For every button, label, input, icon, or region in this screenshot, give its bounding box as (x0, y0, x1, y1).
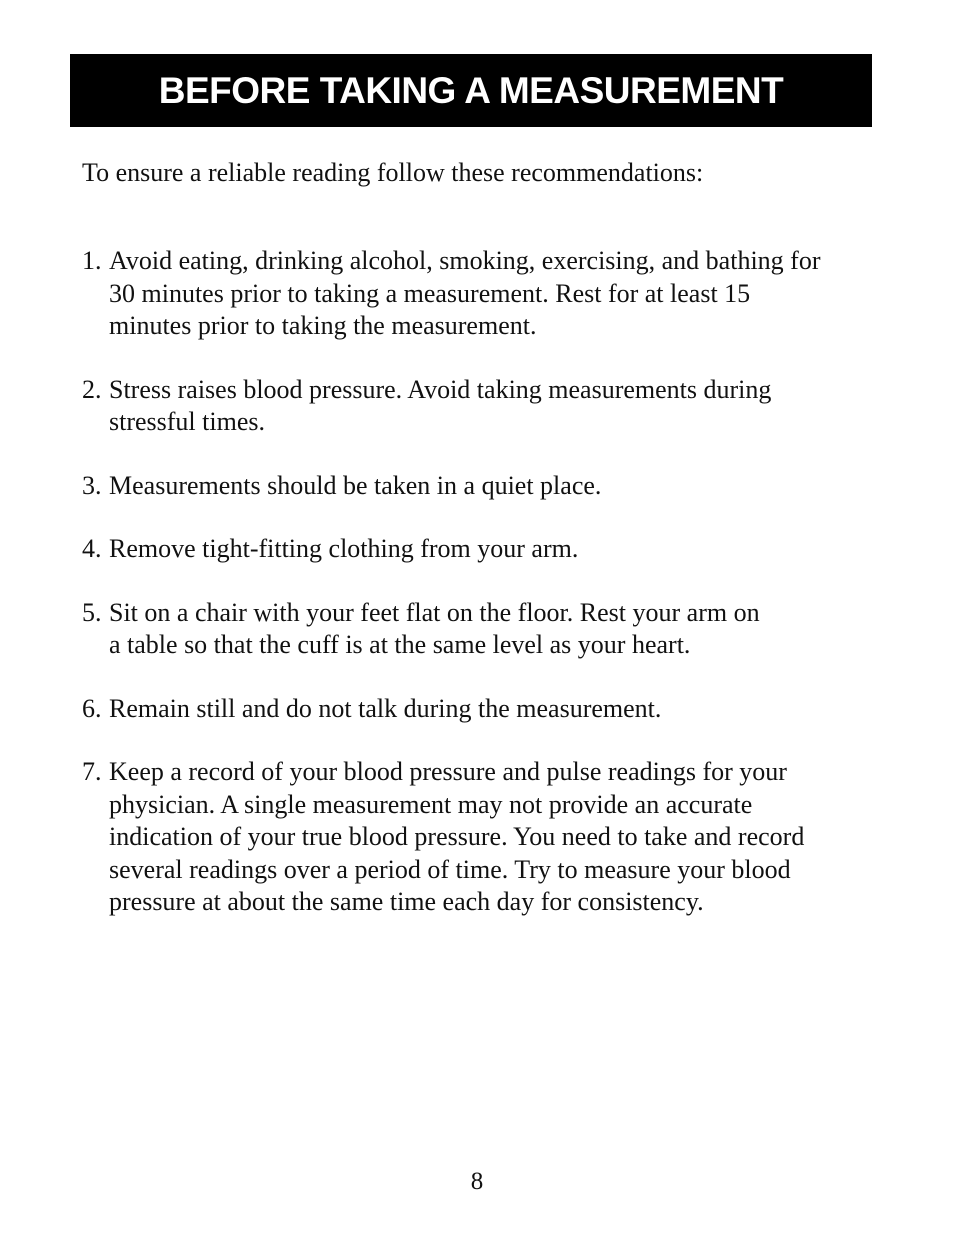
list-item (82, 374, 882, 439)
intro-text: To ensure a reliable reading follow these recommendations: (82, 158, 704, 187)
list-item (82, 245, 882, 343)
list-item (82, 533, 882, 566)
list-item (82, 470, 882, 503)
page-number: 8 (470, 1168, 484, 1195)
item-number: 7. (82, 757, 102, 786)
item-number: 5. (82, 597, 102, 627)
item-number: 6. (82, 693, 102, 723)
item-text: Sit on a chair with your feet flat on the floor. Rest your arm on a table so that the cuff is at the same level as your heart. (109, 597, 760, 659)
item-number: 4. (82, 534, 102, 563)
item-text: Stress raises blood pressure. Avoid taking measurements during stressful times. (109, 374, 772, 436)
list-item (82, 597, 882, 662)
item-number: 1. (82, 246, 102, 275)
item-text: Keep a record of your blood pressure and pulse readings for your physician. A single measurement may not provide an accurate indication of your true blood pressure. You need to take and record several readings over a period of time. Try to measure your blood pressure at about the same time each day for consistency. (109, 757, 805, 916)
item-text: Avoid eating, drinking alcohol, smoking, exercising, and bathing for 30 minutes prior to taking a measurement. Rest for at least 15 minutes prior to taking the measurement. (109, 246, 821, 340)
item-text: Remain still and do not talk during the measurement. (109, 693, 662, 723)
item-number: 3. (82, 470, 102, 500)
page-title: BEFORE TAKING A MEASUREMENT (158, 69, 784, 111)
item-text: Remove tight-fitting clothing from your arm. (109, 534, 579, 563)
list-item (82, 756, 882, 919)
list-item (82, 693, 882, 726)
recommendations-list (82, 245, 882, 950)
section-header (70, 54, 872, 127)
item-text: Measurements should be taken in a quiet place. (109, 470, 602, 500)
item-number: 2. (82, 374, 102, 404)
